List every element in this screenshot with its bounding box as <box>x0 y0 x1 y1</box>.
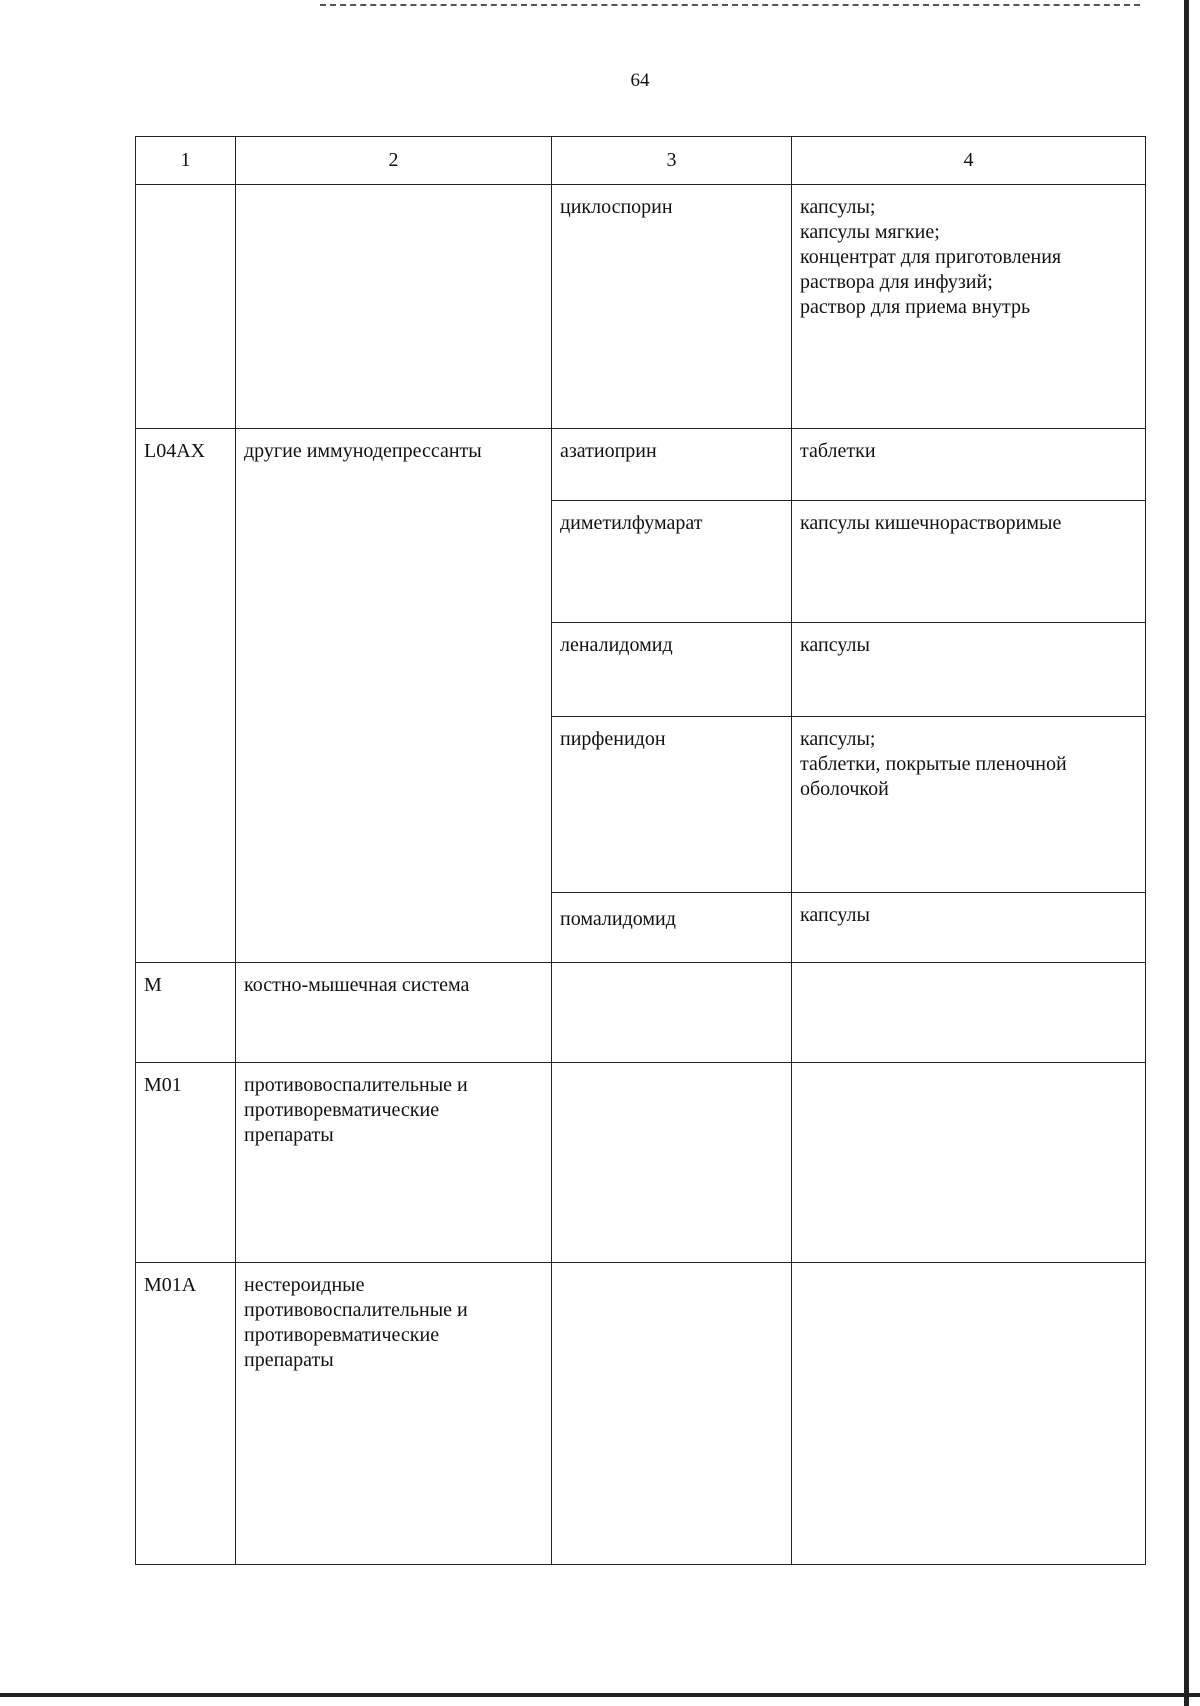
dosage-forms-cell: капсулы кишечнорастворимые <box>792 501 1146 623</box>
drug-cell <box>552 963 792 1063</box>
drug-cell: леналидомид <box>552 623 792 717</box>
atc-code-cell: M01A <box>136 1263 236 1565</box>
dosage-forms-cell <box>792 185 1146 429</box>
table-row <box>136 1263 1146 1565</box>
drug-cell: помалидомид <box>552 893 792 963</box>
table-header-row <box>136 137 1146 185</box>
dosage-forms-cell <box>792 1063 1146 1263</box>
atc-code-cell: L04AX <box>136 429 236 963</box>
dosage-form-line: капсулы мягкие; <box>800 221 940 243</box>
atc-code-cell: M01 <box>136 1063 236 1263</box>
dosage-form-line: раствора для инфузий; <box>800 271 993 293</box>
group-cell: костно-мышечная система <box>236 963 552 1063</box>
group-line: противоревматические <box>244 1099 440 1121</box>
column-header-2: 2 <box>236 137 552 185</box>
dosage-forms-cell <box>792 1263 1146 1565</box>
column-header-1: 1 <box>136 137 236 185</box>
column-header-4: 4 <box>792 137 1146 185</box>
group-line: препараты <box>244 1349 334 1371</box>
drug-cell: пирфенидон <box>552 717 792 893</box>
scan-bottom-edge <box>0 1693 1200 1697</box>
dosage-form-line: капсулы; <box>800 728 876 750</box>
group-line: противоревматические <box>244 1324 440 1346</box>
table-row <box>136 1063 1146 1263</box>
dosage-form-line: оболочкой <box>800 778 889 800</box>
dosage-forms-cell <box>792 717 1146 893</box>
column-header-3: 3 <box>552 137 792 185</box>
dosage-forms-cell: таблетки <box>792 429 1146 501</box>
drug-cell <box>552 1263 792 1565</box>
dosage-form-line: таблетки, покрытые пленочной <box>800 753 1067 775</box>
scan-top-dashed-line <box>320 4 1140 6</box>
dosage-forms-cell: капсулы <box>792 623 1146 717</box>
group-line: противовоспалительные и <box>244 1074 468 1096</box>
dosage-forms-cell: капсулы <box>792 893 1146 963</box>
page-number: 64 <box>630 70 650 91</box>
group-line: препараты <box>244 1124 334 1146</box>
dosage-forms-cell <box>792 963 1146 1063</box>
group-cell <box>236 185 552 429</box>
drug-cell: диметилфумарат <box>552 501 792 623</box>
drug-table <box>135 136 1146 1565</box>
atc-code-cell <box>136 185 236 429</box>
group-line: нестероидные <box>244 1274 365 1296</box>
group-cell: другие иммунодепрессанты <box>236 429 552 963</box>
table-row <box>136 185 1146 429</box>
dosage-form-line: капсулы; <box>800 196 876 218</box>
group-cell <box>236 1263 552 1565</box>
drug-cell <box>552 1063 792 1263</box>
table-row <box>136 963 1146 1063</box>
atc-code-cell: M <box>136 963 236 1063</box>
group-cell <box>236 1063 552 1263</box>
table-row <box>136 429 1146 501</box>
group-line: противовоспалительные и <box>244 1299 468 1321</box>
drug-cell: циклоспорин <box>552 185 792 429</box>
drug-cell: азатиоприн <box>552 429 792 501</box>
dosage-form-line: раствор для приема внутрь <box>800 296 1031 318</box>
dosage-form-line: концентрат для приготовления <box>800 246 1062 268</box>
scan-right-edge <box>1184 0 1189 1706</box>
